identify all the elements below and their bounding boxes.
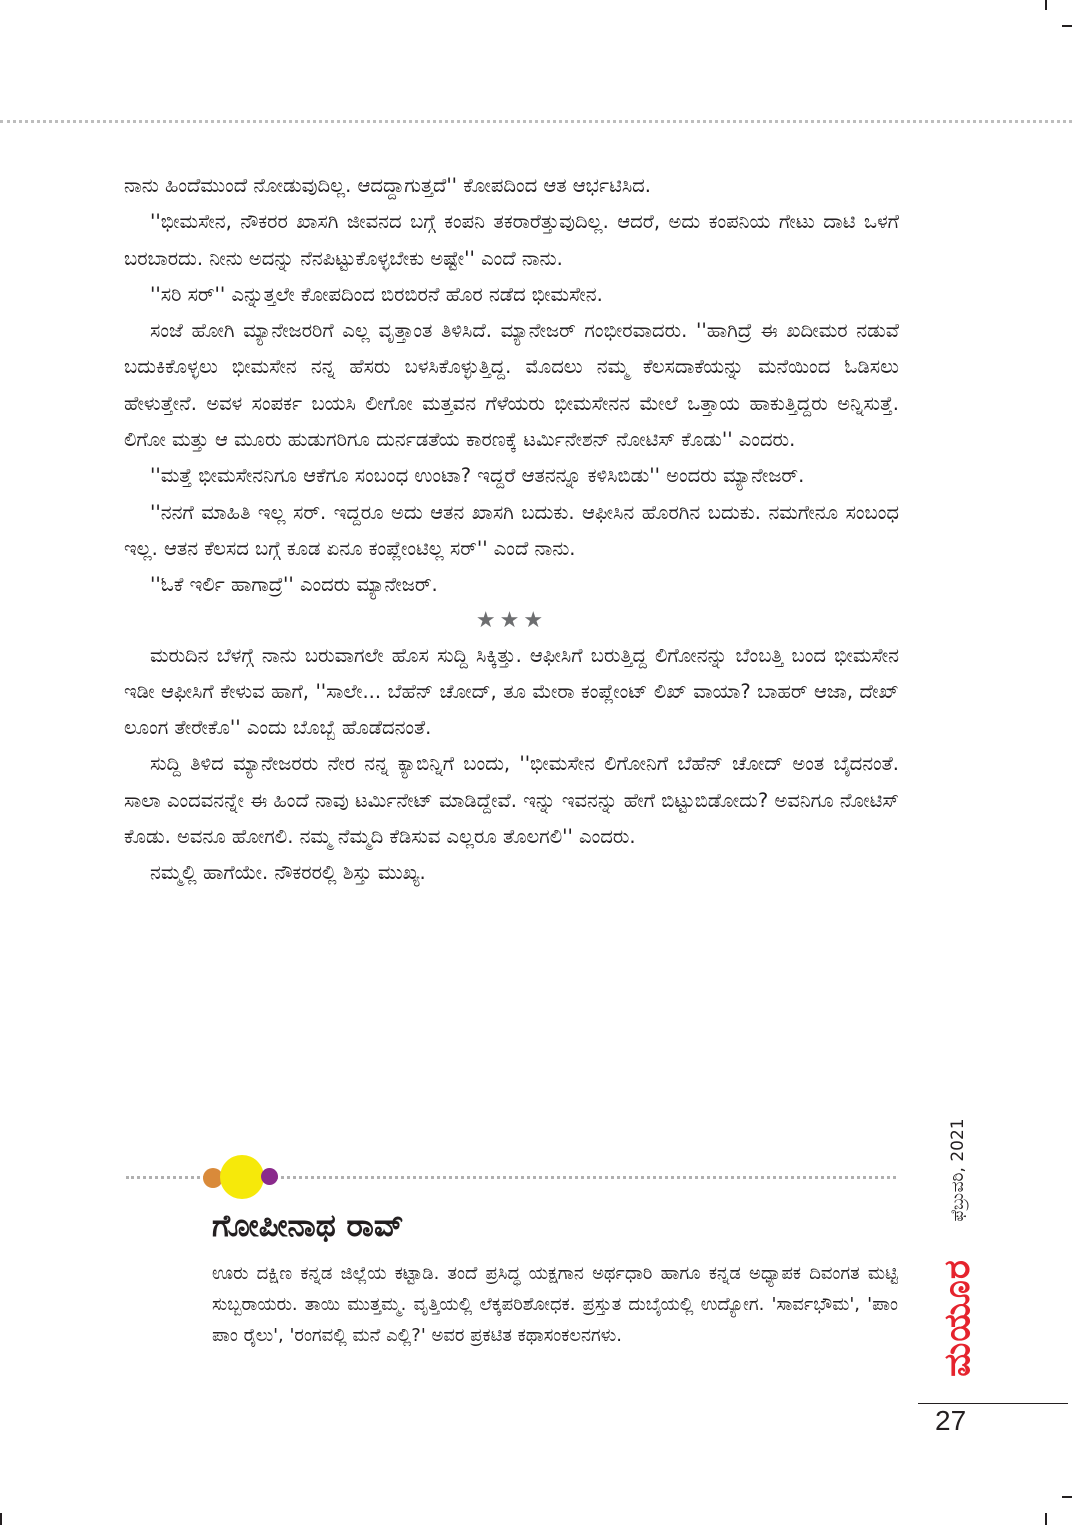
crop-mark xyxy=(1045,0,1047,10)
story-paragraph: ''ನನಗೆ ಮಾಹಿತಿ ಇಲ್ಲ ಸರ್. ಇದ್ದರೂ ಅದು ಆತನ ಖಾಸಗಿ ಬದುಕು. ಆಫೀಸಿನ ಹೊರಗಿನ ಬದುಕು. ನಮಗೇನೂ ಸಂಬಂಧ ಇಲ್ಲ. ಆತನ ಕೆಲಸದ ಬಗ್ಗೆ ಕೂಡ ಏನೂ ಕಂಪ್ಲೇಂಟಿಲ್ಲ ಸರ್'' ಎಂದೆ ನಾನು. xyxy=(124,500,899,560)
story-paragraph: ''ಓಕೆ ಇರ್ಲಿ ಹಾಗಾದ್ರೆ'' ಎಂದರು ಮ್ಯಾನೇಜರ್. xyxy=(150,573,438,597)
author-bio: ಊರು ದಕ್ಷಿಣ ಕನ್ನಡ ಜಿಲ್ಲೆಯ ಕಟ್ಟಾಡಿ. ತಂದೆ ಪ್ರಸಿದ್ಧ ಯಕ್ಷಗಾನ ಅರ್ಥಧಾರಿ ಹಾಗೂ ಕನ್ನಡ ಅಧ್ಯಾಪಕ ದಿವಂಗತ ಮಟ್ಟಿ ಸುಬ್ಬರಾಯರು. ತಾಯಿ ಮುತ್ತಮ್ಮ. ವೃತ್ತಿಯಲ್ಲಿ ಲೆಕ್ಕಪರಿಶೋಧಕ. ಪ್ರಸ್ತುತ ದುಬೈಯಲ್ಲಿ ಉದ್ಯೋಗ. 'ಸಾರ್ವಭೌಮ', 'ಪಾಂ ಪಾಂ ರೈಲು', 'ರಂಗವಲ್ಲಿ ಮನೆ ಎಲ್ಲಿ?' ಅವರ ಪ್ರಕಟಿತ ಕಥಾಸಂಕಲನಗಳು. xyxy=(212,1263,898,1346)
crop-mark xyxy=(1045,1513,1047,1525)
story-paragraph: ಮರುದಿನ ಬೆಳಗ್ಗೆ ನಾನು ಬರುವಾಗಲೇ ಹೊಸ ಸುದ್ದಿ ಸಿಕ್ಕಿತ್ತು. ಆಫೀಸಿಗೆ ಬರುತ್ತಿದ್ದ ಲಿಗೋನನ್ನು ಬೆಂಬತ್ತಿ ಬಂದ ಭೀಮಸೇನ ಇಡೀ ಆಫೀಸಿಗೆ ಕೇಳುವ ಹಾಗೆ, ''ಸಾಲೇ... ಬೆಹೆನ್ ಚೋದ್, ತೂ ಮೇರಾ ಕಂಪ್ಲೇಂಟ್ ಲಿಖ್ ವಾಯಾ? ಬಾಹರ್ ಆಜಾ, ದೇಖ್ ಲೂಂಗ ತೇರೇಕೊ'' ಎಂದು ಬೊಬ್ಬೆ ಹೊಡೆದನಂತೆ. xyxy=(124,643,899,740)
crop-mark xyxy=(1062,25,1072,27)
crop-mark xyxy=(1062,1496,1072,1498)
issue-date-text: ಫೆಬ್ರುವರಿ, 2021 xyxy=(948,1118,968,1222)
story-paragraph: ನಾನು ಹಿಂದೆಮುಂದೆ ನೋಡುವುದಿಲ್ಲ. ಆದದ್ದಾಗುತ್ತದೆ'' ಕೋಪದಿಂದ ಆತ ಆರ್ಭಟಿಸಿದ. xyxy=(124,174,651,197)
decorative-dot-yellow xyxy=(220,1155,264,1199)
page-number-rule xyxy=(918,1403,1068,1404)
top-dotted-rule xyxy=(0,120,1072,123)
page-number: 27 xyxy=(935,1405,967,1436)
story-paragraph: ''ಮತ್ತೆ ಭೀಮಸೇನನಿಗೂ ಆಕೆಗೂ ಸಂಬಂಧ ಉಂಟಾ? ಇದ್ದರೆ ಆತನನ್ನೂ ಕಳಿಸಿಬಿಡು'' ಅಂದರು ಮ್ಯಾನೇಜರ್. xyxy=(150,464,805,488)
story-body xyxy=(124,168,899,892)
decorative-dot-purple xyxy=(261,1168,278,1185)
story-paragraph: ಸಂಜೆ ಹೋಗಿ ಮ್ಯಾನೇಜರರಿಗೆ ಎಲ್ಲ ವೃತ್ತಾಂತ ತಿಳಿಸಿದೆ. ಮ್ಯಾನೇಜರ್ ಗಂಭೀರವಾದರು. ''ಹಾಗಿದ್ರೆ ಈ ಖದೀಮರ ನಡುವೆ ಬದುಕಿಕೊಳ್ಳಲು ಭೀಮಸೇನ ನನ್ನ ಹೆಸರು ಬಳಸಿಕೊಳ್ಳುತ್ತಿದ್ದ. ಮೊದಲು ನಮ್ಮ ಕೆಲಸದಾಕೆಯನ್ನು ಮನೆಯಿಂದ ಓಡಿಸಲು ಹೇಳುತ್ತೇನೆ. ಅವಳ ಸಂಪರ್ಕ ಬಯಸಿ ಲೀಗೋ ಮತ್ತವನ ಗೆಳೆಯರು ಭೀಮಸೇನನ ಮೇಲೆ ಒತ್ತಾಯ ಹಾಕುತ್ತಿದ್ದರು ಅನ್ನಿಸುತ್ತೆ. ಲಿಗೋ ಮತ್ತು ಆ ಮೂರು ಹುಡುಗರಿಗೂ ದುರ್ನಡತೆಯ ಕಾರಣಕ್ಕೆ ಟರ್ಮಿನೇಶನ್ ನೋಟಿಸ್ ಕೊಡು'' ಎಂದರು. xyxy=(124,319,899,452)
author-name: ಗೋಪೀನಾಥ ರಾವ್ xyxy=(212,1208,404,1244)
story-paragraph: ನಮ್ಮಲ್ಲಿ ಹಾಗೆಯೇ. ನೌಕರರಲ್ಲಿ ಶಿಸ್ತು ಮುಖ್ಯ. xyxy=(150,861,426,885)
magazine-logo-text: ಮಯೂರ xyxy=(937,1259,978,1377)
story-paragraph: ''ಸರಿ ಸರ್'' ಎನ್ನುತ್ತಲೇ ಕೋಪದಿಂದ ಬಿರಬಿರನೆ ಹೊರ ನಡೆದ ಭೀಮಸೇನ. xyxy=(150,282,603,306)
story-paragraph: ''ಭೀಮಸೇನ, ನೌಕರರ ಖಾಸಗಿ ಜೀವನದ ಬಗ್ಗೆ ಕಂಪನಿ ತಕರಾರೆತ್ತುವುದಿಲ್ಲ. ಆದರೆ, ಅದು ಕಂಪನಿಯ ಗೇಟು ದಾಟಿ ಒಳಗೆ ಬರಬಾರದು. ನೀನು ಅದನ್ನು ನೆನಪಿಟ್ಟುಕೊಳ್ಳಬೇಕು ಅಷ್ಟೇ'' ಎಂದೆ ನಾನು. xyxy=(124,210,899,270)
crop-mark xyxy=(0,1513,2,1525)
story-paragraph: ಸುದ್ದಿ ತಿಳಿದ ಮ್ಯಾನೇಜರರು ನೇರ ನನ್ನ ಕ್ಯಾಬಿನ್ನಿಗೆ ಬಂದು, ''ಭೀಮಸೇನ ಲಿಗೋನಿಗೆ ಬೆಹೆನ್ ಚೋದ್ ಅಂತ ಬೈದನಂತೆ. ಸಾಲಾ ಎಂದವನನ್ನೇ ಈ ಹಿಂದೆ ನಾವು ಟರ್ಮಿನೇಟ್ ಮಾಡಿದ್ದೇವೆ. ಇನ್ನು ಇವನನ್ನು ಹೇಗೆ ಬಿಟ್ಟುಬಿಡೋದು? ಅವನಿಗೂ ನೋಟಿಸ್ ಕೊಡು. ಅವನೂ ಹೋಗಲಿ. ನಮ್ಮ ನೆಮ್ಮದಿ ಕೆಡಿಸುವ ಎಲ್ಲರೂ ತೊಲಗಲಿ'' ಎಂದರು. xyxy=(124,752,899,849)
section-separator: ★★★ xyxy=(475,607,548,633)
